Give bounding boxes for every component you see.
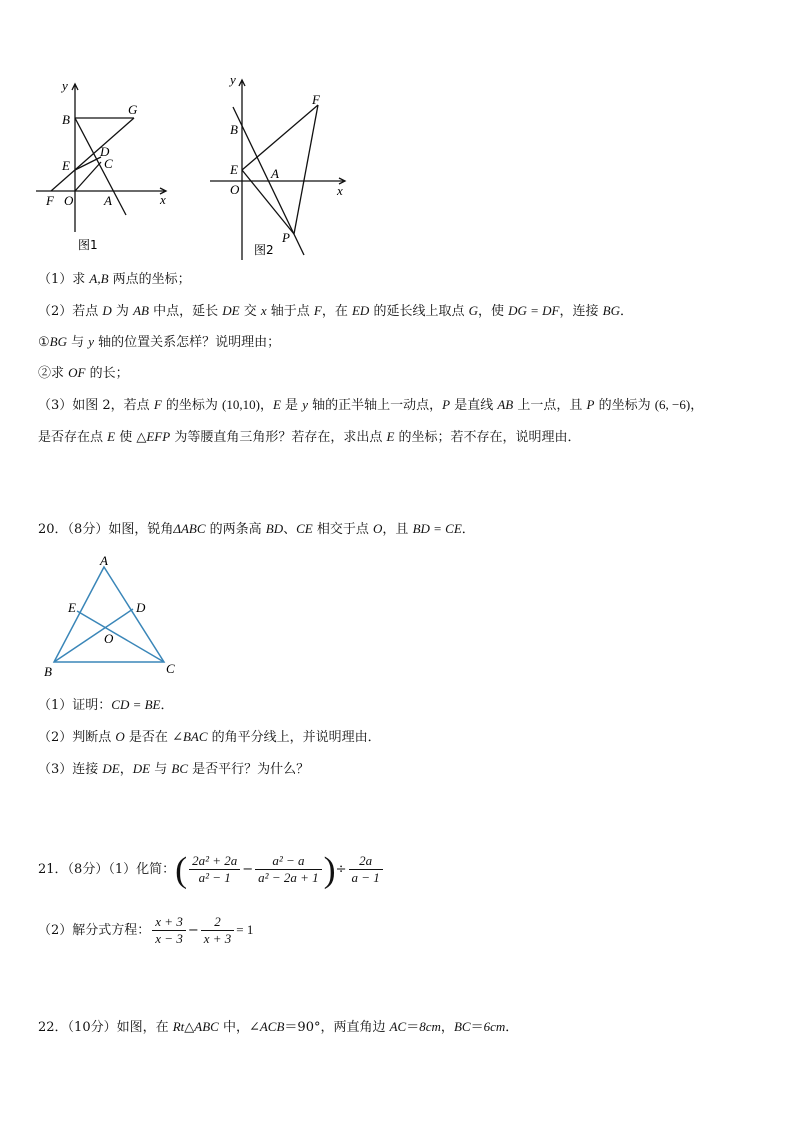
altitude-CE bbox=[77, 611, 164, 662]
fig20-label-A: A bbox=[100, 555, 108, 568]
text: 、 bbox=[283, 522, 297, 537]
numerator: x + 3 bbox=[152, 914, 186, 931]
fig20-label-D: D bbox=[136, 600, 146, 615]
figure-1 bbox=[34, 72, 176, 257]
math: A,B bbox=[89, 271, 109, 286]
math: DE bbox=[132, 761, 151, 776]
math: 6cm bbox=[483, 1019, 506, 1034]
text: （1）证明： bbox=[38, 698, 112, 713]
math: BG bbox=[49, 334, 67, 349]
q22-heading bbox=[38, 1018, 518, 1037]
text: 的坐标；若不存在，说明理由． bbox=[394, 430, 581, 445]
text: ， bbox=[690, 398, 704, 413]
text: 上一点，且 bbox=[513, 398, 587, 413]
text: 中， bbox=[218, 1020, 249, 1035]
fig2-line-FP bbox=[294, 105, 318, 234]
text: ． bbox=[619, 304, 633, 319]
fig2-axis-y-label: y bbox=[230, 72, 236, 87]
q19-part1 bbox=[38, 270, 191, 289]
math: ∠BAC bbox=[172, 729, 208, 744]
text: （3）如图 2，若点 bbox=[38, 398, 154, 413]
left-paren: ( bbox=[175, 849, 188, 890]
q19-part3-cont bbox=[38, 428, 581, 447]
fig2-label-F: F bbox=[312, 92, 320, 107]
fig1-label-D: D bbox=[100, 144, 110, 159]
fig2-label-P: P bbox=[282, 230, 290, 245]
fig1-label-C: C bbox=[104, 156, 113, 171]
text: 21．（8分）（1）化简： bbox=[38, 862, 176, 877]
text: 为等腰直角三角形？若存在，求出点 bbox=[170, 430, 387, 445]
fig2-caption: 图2 bbox=[254, 243, 274, 257]
fig1-axis-x-label: x bbox=[160, 192, 166, 207]
math: BG bbox=[602, 303, 620, 318]
text: 是否存在点 bbox=[38, 430, 108, 445]
text: ＝90°，两直角边 bbox=[284, 1020, 390, 1035]
text: 的延长线上取点 bbox=[369, 304, 469, 319]
text: 两点的坐标； bbox=[108, 272, 191, 287]
fig1-axis-y-label: y bbox=[62, 78, 68, 93]
text: ，在 bbox=[321, 304, 352, 319]
math: △EFP bbox=[136, 429, 171, 444]
denominator: a² − 2a + 1 bbox=[258, 870, 319, 885]
text: 交 bbox=[239, 304, 261, 319]
text: ， bbox=[440, 1020, 454, 1035]
numerator: a² − a bbox=[255, 853, 321, 870]
fraction-1 bbox=[189, 853, 240, 886]
fig20-label-E: E bbox=[68, 600, 76, 615]
text: ， bbox=[119, 762, 133, 777]
fig20-label-B: B bbox=[44, 664, 52, 679]
q21-part2 bbox=[38, 910, 253, 951]
math: (10,10) bbox=[222, 397, 260, 412]
fig20-label-C: C bbox=[166, 661, 175, 676]
text: 的长； bbox=[85, 366, 129, 381]
fig2-label-B: B bbox=[230, 122, 238, 137]
math: AC bbox=[389, 1019, 407, 1034]
q21-part1 bbox=[38, 850, 385, 890]
math: G bbox=[468, 303, 478, 318]
q20-part2 bbox=[38, 728, 381, 747]
text: ① bbox=[38, 335, 50, 350]
numerator: 2a bbox=[349, 853, 383, 870]
q19-part3 bbox=[38, 396, 703, 415]
math: y bbox=[302, 397, 308, 412]
fig1-caption: 图1 bbox=[78, 238, 98, 252]
math: O bbox=[373, 521, 383, 536]
math: E bbox=[386, 429, 395, 444]
numerator: 2a² + 2a bbox=[189, 853, 240, 870]
q20-part3 bbox=[38, 760, 309, 779]
text: ， bbox=[259, 398, 273, 413]
text: （2）若点 bbox=[38, 304, 103, 319]
text: ＝ bbox=[470, 1020, 484, 1035]
math: E bbox=[107, 429, 116, 444]
denominator: a − 1 bbox=[351, 870, 380, 885]
fig1-label-B: B bbox=[62, 112, 70, 127]
math: x bbox=[260, 303, 267, 318]
figure-2 bbox=[208, 72, 353, 262]
fig2-label-E: E bbox=[230, 162, 238, 177]
operator: − bbox=[187, 923, 199, 938]
text: 与 bbox=[150, 762, 172, 777]
denominator: x + 3 bbox=[203, 931, 232, 946]
math: CE bbox=[296, 521, 313, 536]
fig1-line-FG bbox=[51, 118, 134, 191]
fig20-label-O: O bbox=[104, 631, 114, 646]
math: y bbox=[88, 334, 95, 349]
text: 轴的位置关系怎样？说明理由； bbox=[94, 335, 281, 350]
text: ＝ bbox=[406, 1020, 420, 1035]
fig1-label-O: O bbox=[64, 193, 74, 208]
denominator: a² − 1 bbox=[198, 870, 231, 885]
math: ∠ACB bbox=[248, 1019, 285, 1034]
fig2-axis-x-label: x bbox=[337, 183, 343, 198]
text: （2）判断点 bbox=[38, 730, 116, 745]
fig2-label-O: O bbox=[230, 182, 240, 197]
fraction-eq-1 bbox=[152, 914, 186, 947]
math: P bbox=[586, 397, 595, 412]
text: ，连接 bbox=[559, 304, 603, 319]
text: 的角平分线上，并说明理由． bbox=[207, 730, 381, 745]
text: 是否在 bbox=[124, 730, 173, 745]
fig1-label-G: G bbox=[128, 102, 138, 117]
denominator: x − 3 bbox=[155, 931, 183, 946]
fig1-label-F: F bbox=[46, 193, 54, 208]
math: ΔABC bbox=[173, 521, 206, 536]
operator: ÷ bbox=[335, 862, 347, 877]
text: ． bbox=[160, 698, 174, 713]
text: 20．（8分）如图，锐角 bbox=[38, 522, 174, 537]
math: OF bbox=[68, 365, 86, 380]
fig1-label-E: E bbox=[62, 158, 70, 173]
math: BC bbox=[171, 761, 188, 776]
numerator: 2 bbox=[201, 914, 235, 931]
fraction-2 bbox=[255, 853, 321, 886]
text: 轴的正半轴上一动点， bbox=[307, 398, 443, 413]
text: ． bbox=[461, 522, 475, 537]
text: 相交于点 bbox=[312, 522, 374, 537]
fraction-3 bbox=[349, 853, 383, 886]
math: BC bbox=[453, 1019, 471, 1034]
text: （3）连接 bbox=[38, 762, 103, 777]
text: （2）解分式方程： bbox=[38, 923, 151, 938]
text: 的坐标为 bbox=[161, 398, 223, 413]
q20-part1 bbox=[38, 696, 174, 715]
text: 22．（10分）如图，在 bbox=[38, 1020, 173, 1035]
math: F bbox=[313, 303, 322, 318]
figure-20-triangle bbox=[40, 555, 180, 680]
text: 是直线 bbox=[450, 398, 498, 413]
math: 8cm bbox=[419, 1019, 441, 1034]
math: AB bbox=[133, 303, 149, 318]
math: Rt△ABC bbox=[172, 1019, 219, 1034]
q19-sub2 bbox=[38, 364, 129, 383]
right-paren: ) bbox=[323, 849, 336, 890]
text: 的两条高 bbox=[205, 522, 266, 537]
text: 中点，延长 bbox=[148, 304, 223, 319]
math: BD = CE bbox=[412, 521, 462, 536]
math: F bbox=[153, 397, 162, 412]
q20-heading bbox=[38, 520, 475, 539]
fig2-label-A: A bbox=[271, 166, 279, 181]
fig1-label-A: A bbox=[104, 193, 112, 208]
fig2-line-EF bbox=[242, 105, 318, 170]
operator: − bbox=[242, 862, 254, 877]
text: （1）求 bbox=[38, 272, 90, 287]
fraction-eq-2 bbox=[201, 914, 235, 947]
math: CD = BE bbox=[111, 697, 161, 712]
text: ，使 bbox=[477, 304, 509, 319]
math: AB bbox=[497, 397, 514, 412]
q19-sub1 bbox=[38, 333, 280, 352]
math: O bbox=[115, 729, 125, 744]
text: ②求 bbox=[38, 366, 69, 381]
equals: = 1 bbox=[236, 922, 254, 937]
math: P bbox=[442, 397, 451, 412]
math: BD bbox=[265, 521, 284, 536]
altitude-BD bbox=[54, 609, 133, 662]
math: E bbox=[272, 397, 281, 412]
math: ED bbox=[351, 303, 370, 318]
text: 为 bbox=[111, 304, 134, 319]
math: DE bbox=[222, 303, 240, 318]
text: ． bbox=[505, 1020, 519, 1035]
text: ，且 bbox=[382, 522, 413, 537]
text: 是 bbox=[280, 398, 303, 413]
text: 的坐标为 bbox=[594, 398, 655, 413]
math: DE bbox=[102, 761, 120, 776]
text: 使 bbox=[115, 430, 137, 445]
text: 轴于点 bbox=[266, 304, 314, 319]
math: (6, −6) bbox=[654, 397, 691, 412]
text: 与 bbox=[67, 335, 89, 350]
text: 是否平行？为什么？ bbox=[188, 762, 310, 777]
q19-part2 bbox=[38, 302, 633, 321]
math: D bbox=[102, 303, 112, 318]
math: DG = DF bbox=[508, 303, 560, 318]
